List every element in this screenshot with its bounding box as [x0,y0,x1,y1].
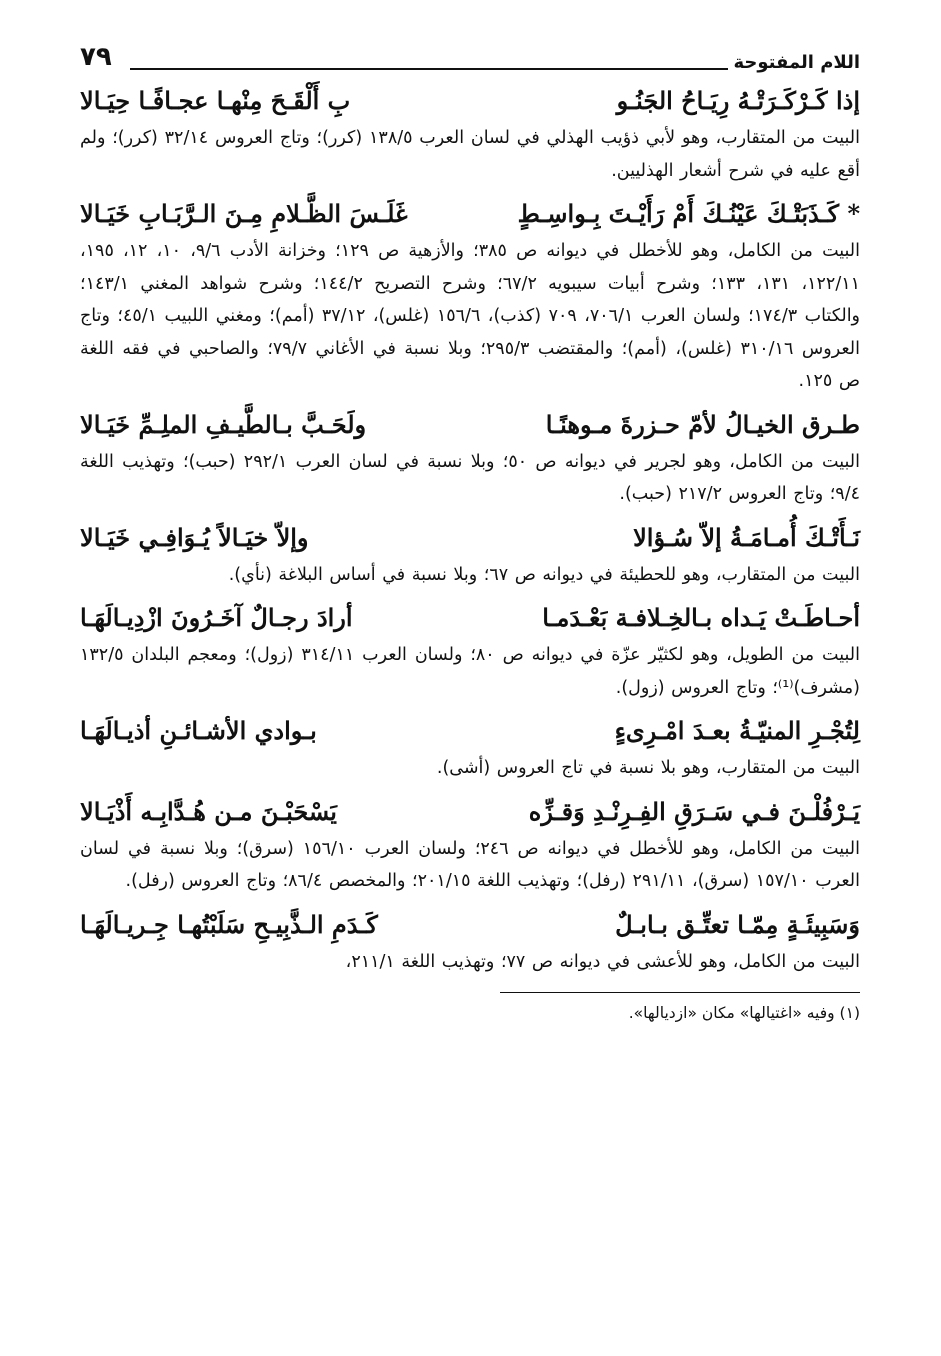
footnote: (١) وفيه «اغتيالها» مكان «ازديالها». [628,1004,860,1022]
verse-second-hemistich: بـوادي الأشـائـنِ أذيـالَهَـا [80,716,317,745]
entry [80,710,860,785]
verse-commentary: البيت من المتقارب، وهو لأبي ذؤيب الهذلي في لسان العرب ١٣٨/٥ (كرر)؛ وتاج العروس ٣٢/١٤ (كرر)؛ ولم أقع عليه في شرح أشعار الهذليين. [80,128,861,181]
verse-line [80,193,860,235]
entry [80,904,860,979]
verse-line [80,791,860,833]
verse-first-hemistich: يَـرْفُلْـنَ فـي سَـرَقِ الفِـرِنْـدِ وَقـزِّه [528,796,860,826]
chapter-title: اللام المفتوحة [733,52,860,73]
verse-second-hemistich: ولَحَـبَّ بـالطَّيـفِ الملِـمِّ خَيَـالا [80,409,367,439]
verse-line [80,710,860,752]
header-rule [130,68,728,70]
page-number: ٧٩ [80,42,112,72]
verse-commentary: البيت من الطويل، وهو لكثيّر عزّة في ديوانه ص ٨٠؛ ولسان العرب ٣١٤/١١ (زول)؛ ومعجم البلدان ١٣٢/٥ (مشرف)⁽¹⁾؛ وتاج العروس (زول). [80,645,860,698]
verse-commentary: البيت من الكامل، وهو للأخطل في ديوانه ص ٣٨٥؛ والأزهية ص ١٢٩؛ وخزانة الأدب ٩/٦، ١٠، ١٢، ١٩٥، ١٢٢/١١، ١٣١، ١٣٣؛ وشرح أبيات سيبويه ٦٧/٢؛ وشرح التصريح ١٤٤/٢؛ وشرح شواهد المغني ١٤٣/١؛ والكتاب ١٧٤/٣؛ ولسان العرب ٧٠٦/١، ٧٠٩ (كذب)، ١٥٦/٦ (غلس)، ٣٧/١٢ (أمم)؛ ومغني اللبيب ٤٥/١؛ وتاج العروس ٣١٠/١٦ (غلس)، (أمم)؛ والمقتضب ٢٩٥/٣؛ وبلا نسبة في الأغاني ٧٩/٧؛ والصاحبي في فقه اللغة ص ١٢٥. [80,241,861,391]
book-page [80,40,860,1027]
verse-line [80,404,860,446]
entry [80,193,860,398]
verse-second-hemistich: بِ أَلْقَـحَ مِنْهـا عجـافًـا حِيَـالا [80,86,351,115]
verse-first-hemistich: إذا كَـرْكَـرَتْـهُ رِيَـاحُ الجَنُـو [616,86,860,115]
verse-commentary: البيت من المتقارب، وهو للحطيئة في ديوانه ص ٦٧؛ وبلا نسبة في أساس البلاغة (نأي). [228,564,860,585]
entry [80,517,860,592]
verse-second-hemistich: غَلَـسَ الظَّـلامِ مِـنَ الـرَّبَـابِ خَيَـالا [80,199,408,228]
verse-first-hemistich: وَسَبِيئَـةٍ مِمّـا تعتِّـق بـابـلٌ [615,909,860,939]
entry [80,791,860,898]
verse-first-hemistich: نَـأَتْـكَ أُمـامَـةُ إلاّ سُـؤالا [633,522,860,552]
verse-first-hemistich: أحـاطَـتْ يَـداه بـالخِـلافـة بَعْـدَمـا [542,603,860,632]
entry [80,597,860,704]
verse-line [80,597,860,639]
entry [80,404,860,511]
verse-line [80,517,860,559]
verse-first-hemistich: * كَـذَبَتْـكَ عَيْنُـكَ أَمْ رَأَيْـتَ بِـواسِـطٍ [517,199,860,228]
verse-second-hemistich: يَسْحَبْـنَ مـن هُـدَّابِـه أَذْيَـالا [80,796,337,826]
verse-first-hemistich: لِتُجْـرِ المنيّـةُ بعـدَ امْـرِىءٍ [614,716,860,745]
footnote-rule [500,992,860,993]
verse-second-hemistich: كَـدَمِ الـذَّبِيـحِ سَلَبْتُهـا جِـريـالَهَـا [80,909,378,939]
verse-second-hemistich: وإلاّ خيَـالاً يُـوَافِـي خَيَـالا [80,522,309,552]
page-header [80,40,860,80]
verse-line [80,904,860,946]
verse-second-hemistich: أرادَ رجـالٌ آخَـرُونَ ازْدِيـالَهَـا [80,603,353,632]
verse-commentary: البيت من الكامل، وهو للأخطل في ديوانه ص ٢٤٦؛ ولسان العرب ١٥٦/١٠ (سرق)؛ وبلا نسبة في لسان العرب ١٥٧/١٠ (سرق)، ٢٩١/١١ (رفل)؛ وتهذيب اللغة ٢٠١/١٥؛ والمخصص ٨٦/٤؛ وتاج العروس (رفل). [80,838,860,891]
verse-commentary: البيت من الكامل، وهو لجرير في ديوانه ص ٥٠؛ وبلا نسبة في لسان العرب ٢٩٢/١ (حبب)؛ وتهذيب اللغة ٩/٤؛ وتاج العروس ٢١٧/٢ (حبب). [80,451,860,504]
entry [80,80,860,187]
verse-commentary: البيت من المتقارب، وهو بلا نسبة في تاج العروس (أشى). [436,758,860,778]
verse-first-hemistich: طـرق الخيـالُ لأمّ حـزرةَ مـوهنًـا [545,409,860,439]
verse-line [80,80,860,122]
verse-commentary: البيت من الكامل، وهو للأعشى في ديوانه ص ٧٧؛ وتهذيب اللغة ٢١١/١، [345,951,860,972]
